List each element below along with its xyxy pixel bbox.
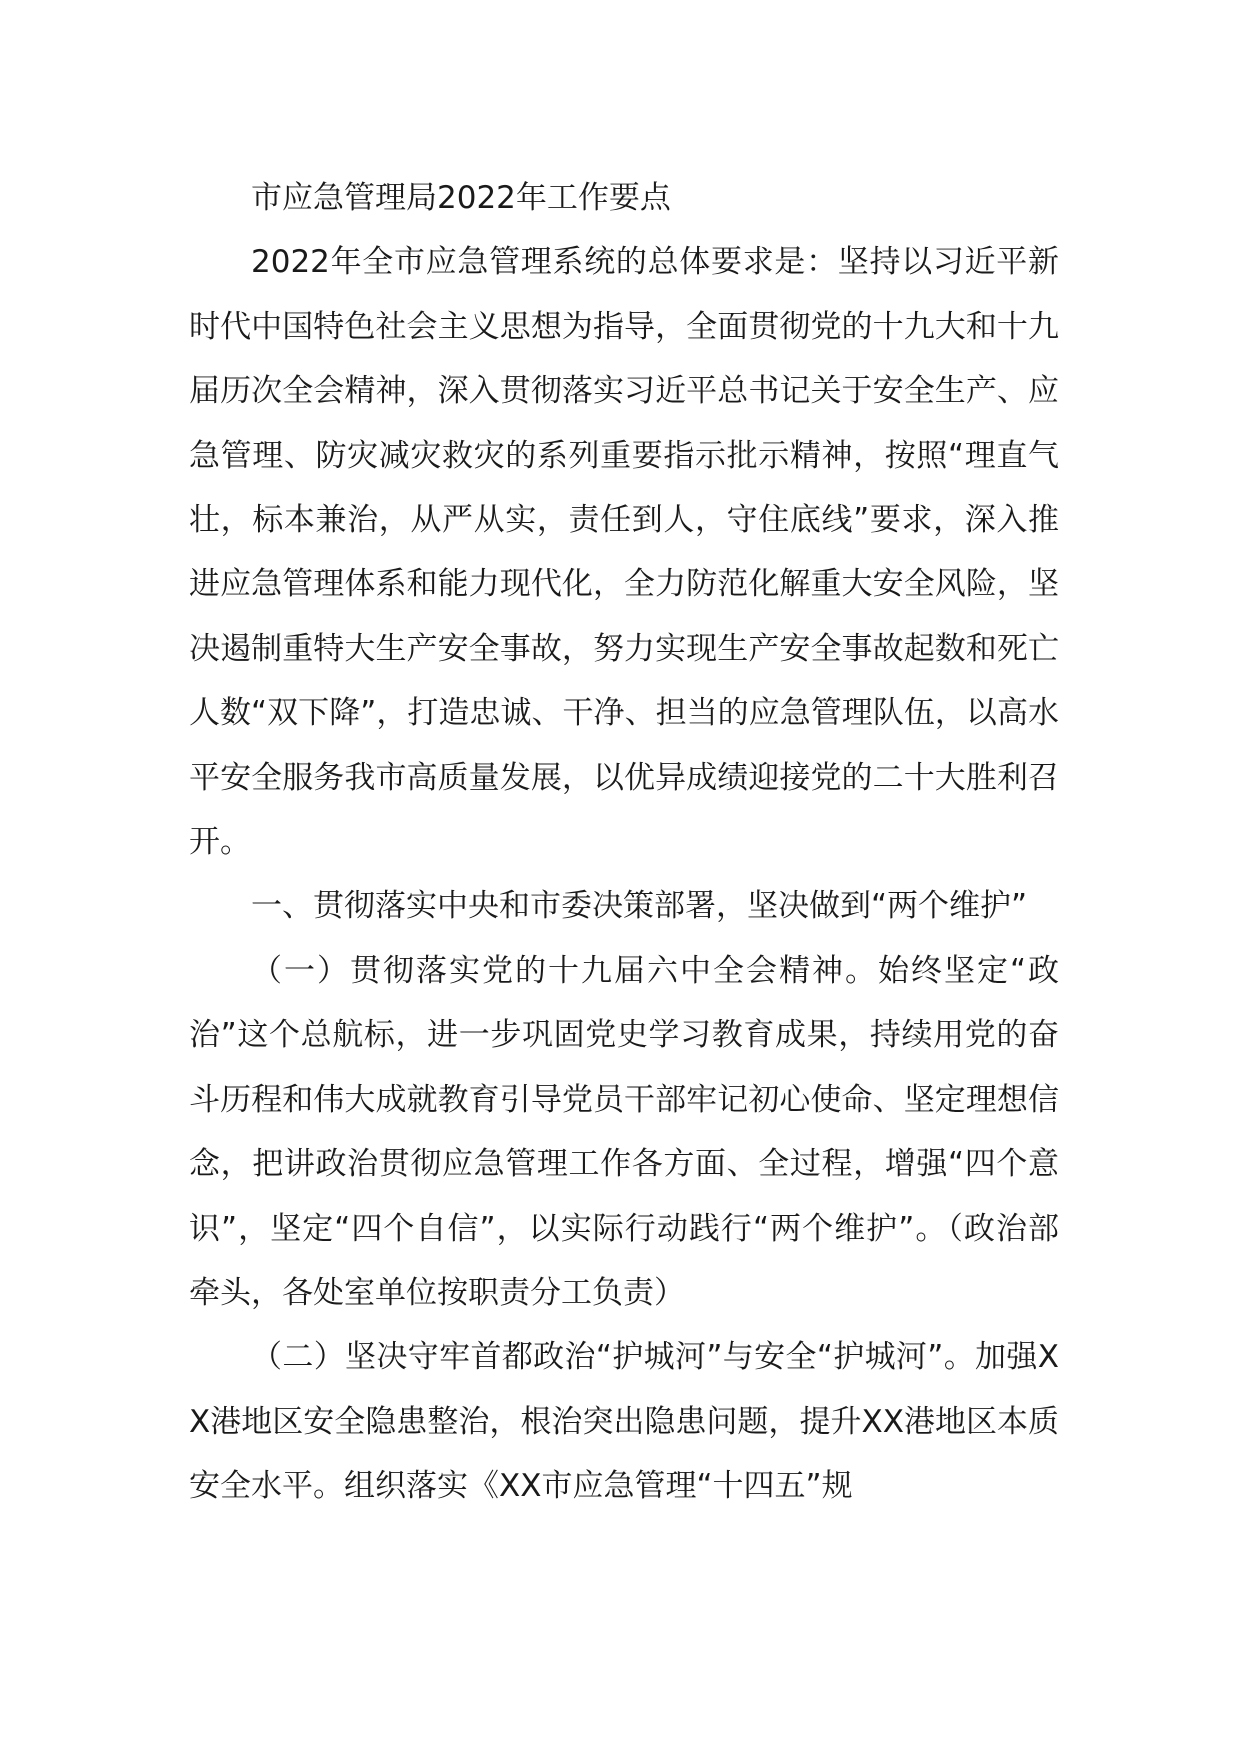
paragraph-item-1: （一）贯彻落实党的十九届六中全会精神。始终坚定“政治”这个总航标，进一步巩固党史学习教育成果，持续用党的奋斗历程和伟大成就教育引导党员干部牢记初心使命、坚定理想信念，把讲政治贯彻应急管理工作各方面、全过程，增强“四个意识”，坚定“四个自信”，以实际行动践行“两个维护”。（政治部牵头，各处室单位按职责分工负责）: [189, 952, 1059, 1311]
document-title: 市应急管理局2022年工作要点: [251, 180, 671, 216]
paragraph-item-2: （二）坚决守牢首都政治“护城河”与安全“护城河”。加强XX港地区安全隐患整治，根治突出隐患问题，提升XX港地区本质安全水平。组织落实《XX市应急管理“十四五”规: [189, 1339, 1059, 1505]
section-heading-1: 一、贯彻落实中央和市委决策部署，坚决做到“两个维护”: [251, 888, 1028, 925]
paragraph-general-requirements: 2022年全市应急管理系统的总体要求是：坚持以习近平新时代中国特色社会主义思想为指导，全面贯彻党的十九大和十九届历次全会精神，深入贯彻落实习近平总书记关于安全生产、应急管理、防灾减灾救灾的系列重要指示批示精神，按照“理直气壮，标本兼治，从严从实，责任到人，守住底线”要求，深入推进应急管理体系和能力现代化，全力防范化解重大安全风险，坚决遏制重特大生产安全事故，努力实现生产安全事故起数和死亡人数“双下降”，打造忠诚、干净、担当的应急管理队伍，以高水平安全服务我市高质量发展，以优异成绩迎接党的二十大胜利召开。: [189, 244, 1059, 861]
document-body: [189, 166, 1059, 1519]
